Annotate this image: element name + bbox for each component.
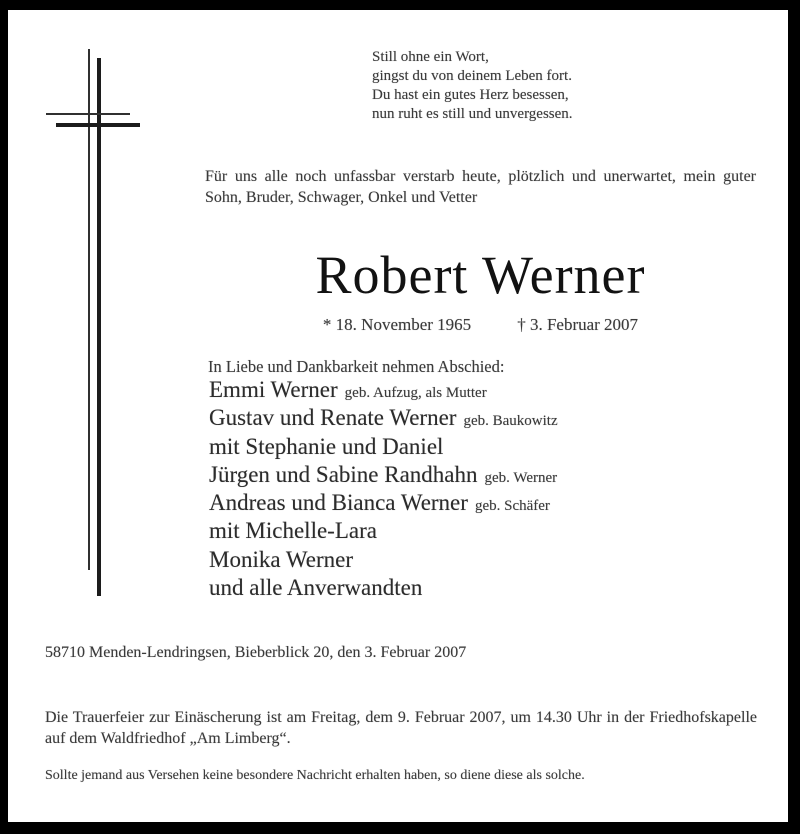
mourner-name: Emmi Werner xyxy=(209,377,338,402)
mourner-name: mit Stephanie und Daniel xyxy=(209,433,444,459)
announcement-text: Für uns alle noch unfassbar verstarb heute, plötzlich und unerwartet, mein guter Sohn, Bruder, Schwager, Onkel und Vetter xyxy=(205,168,756,206)
mourner-entry xyxy=(209,404,769,432)
mourner-name: und alle Anverwandten xyxy=(209,575,423,601)
mourner-name-suffix: geb. Aufzug, als Mutter xyxy=(344,385,487,401)
mourner-entry xyxy=(209,489,769,517)
mourner-name: Monika Werner xyxy=(209,546,353,572)
cross-thick-horizontal-bar xyxy=(56,123,140,127)
notification-note: Sollte jemand aus Versehen keine besondere Nachricht erhalten haben, so diene diese als solche. xyxy=(45,768,585,783)
poem-line: gingst du von deinem Leben fort. xyxy=(372,68,572,84)
death-notice xyxy=(8,10,788,822)
death-date: † 3. Februar 2007 xyxy=(517,315,639,334)
mourners-list xyxy=(209,376,769,602)
mourner-entry xyxy=(209,517,769,545)
mourner-name: Gustav und Renate Werner xyxy=(209,405,457,431)
memorial-poem xyxy=(372,48,573,124)
poem-line: nun ruht es still und unvergessen. xyxy=(372,106,573,122)
address-line: 58710 Menden-Lendringsen, Bieberblick 20, den 3. Februar 2007 xyxy=(45,644,467,661)
life-dates xyxy=(205,314,756,336)
poem-line: Du hast ein gutes Herz besessen, xyxy=(372,87,569,103)
cross-thick-vertical-bar xyxy=(97,58,101,596)
cross-thin-vertical-bar xyxy=(88,49,90,570)
funeral-details: Die Trauerfeier zur Einäscherung ist am Freitag, dem 9. Februar 2007, um 14.30 Uhr in der Friedhofskapelle auf dem Waldfriedhof „Am Limberg“. xyxy=(45,709,757,747)
mourner-name: Andreas und Bianca Werner xyxy=(209,490,468,516)
mourner-name: mit Michelle-Lara xyxy=(209,518,377,544)
farewell-heading: In Liebe und Dankbarkeit nehmen Abschied: xyxy=(208,357,505,376)
cross-thin-horizontal-bar xyxy=(46,113,130,115)
birth-date: * 18. November 1965 xyxy=(322,315,472,334)
mourner-name-suffix: geb. Baukowitz xyxy=(463,413,558,430)
deceased-name: Robert Werner xyxy=(315,245,646,305)
poem-line: Still ohne ein Wort, xyxy=(372,49,489,65)
mourner-name: Jürgen und Sabine Randhahn xyxy=(209,461,478,487)
mourner-name-suffix: geb. Schäfer xyxy=(474,498,550,515)
mourner-entry xyxy=(209,574,769,602)
mourner-entry xyxy=(209,433,769,461)
mourner-entry xyxy=(209,376,769,404)
mourner-name-suffix: geb. Werner xyxy=(484,469,558,486)
mourner-entry xyxy=(209,546,769,574)
mourner-entry xyxy=(209,461,769,489)
